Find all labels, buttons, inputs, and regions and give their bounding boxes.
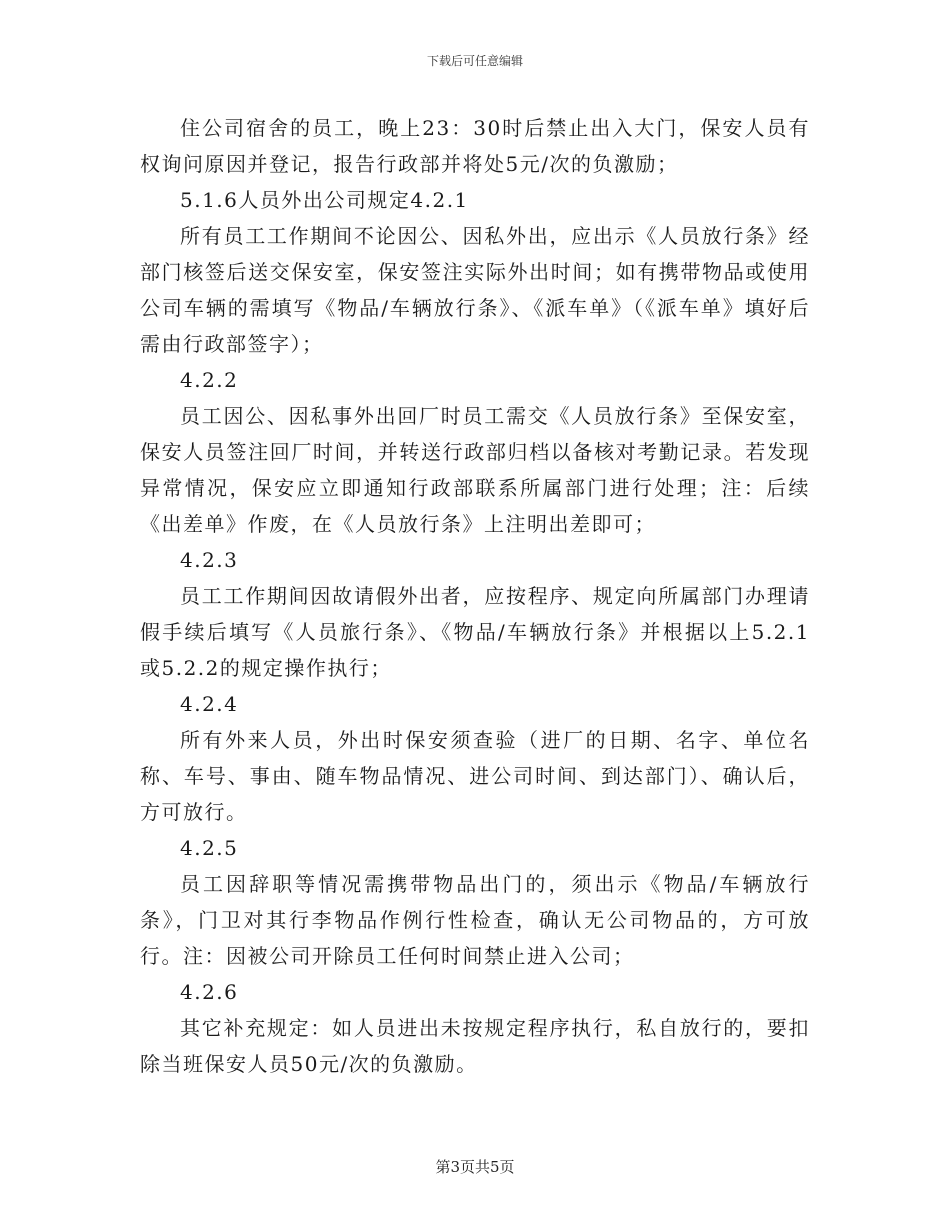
paragraph-resignation-items: 员工因辞职等情况需携带物品出门的，须出示《物品/车辆放行条》，门卫对其行李物品作例行性检查，确认无公司物品的，方可放行。注：因被公司开除员工任何时间禁止进入公司； xyxy=(140,872,810,968)
paragraph-dormitory-curfew: 住公司宿舍的员工，晚上23：30时后禁止出入大门，保安人员有权询问原因并登记，报告行政部并将处5元/次的负激励； xyxy=(140,116,810,176)
section-number-4-2-6: 4.2.6 xyxy=(180,980,239,1004)
section-number-4-2-5: 4.2.5 xyxy=(180,836,239,860)
section-number-4-2-2: 4.2.2 xyxy=(180,368,239,392)
page-footer: 第3页共5页 xyxy=(435,1158,515,1176)
paragraph-exit-pass: 所有员工工作期间不论因公、因私外出，应出示《人员放行条》经部门核签后送交保安室，保安签注实际外出时间；如有携带物品或使用公司车辆的需填写《物品/车辆放行条》、《派车单》（《派车单》填好后需由行政部签字）； xyxy=(140,224,810,356)
page-header: 下载后可任意编辑 xyxy=(426,54,523,68)
paragraph-leave-request: 员工工作期间因故请假外出者，应按程序、规定向所属部门办理请假手续后填写《人员旅行条》、《物品/车辆放行条》并根据以上5.2.1或5.2.2的规定操作执行； xyxy=(140,584,810,680)
paragraph-visitor-check: 所有外来人员，外出时保安须查验（进厂的日期、名字、单位名称、车号、事由、随车物品情况、进公司时间、到达部门）、确认后，方可放行。 xyxy=(140,728,810,824)
section-number-4-2-4: 4.2.4 xyxy=(180,692,239,716)
section-number-4-2-3: 4.2.3 xyxy=(180,548,239,572)
section-heading-5-1-6: 5.1.6人员外出公司规定4.2.1 xyxy=(180,188,469,212)
paragraph-return-pass: 员工因公、因私事外出回厂时员工需交《人员放行条》至保安室，保安人员签注回厂时间，并转送行政部归档以备核对考勤记录。若发现异常情况，保安应立即通知行政部联系所属部门进行处理；注：后续《出差单》作废，在《人员放行条》上注明出差即可； xyxy=(140,404,810,536)
paragraph-supplementary-rules: 其它补充规定：如人员进出未按规定程序执行，私自放行的，要扣除当班保安人员50元/次的负激励。 xyxy=(140,1016,810,1076)
document-body xyxy=(140,110,810,1082)
